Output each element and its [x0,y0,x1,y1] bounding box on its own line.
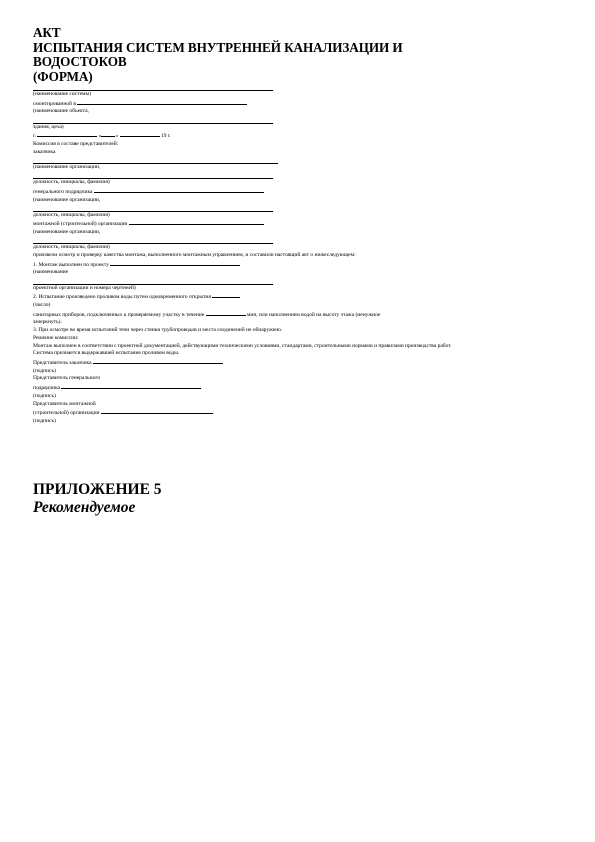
rep-general-2: подрядчика [33,385,61,392]
org-name-hint-3: (наименование организации, [33,229,101,236]
installer-org-underline [129,219,264,225]
act-title [33,26,563,84]
inspection-text: произвели осмотр и проверку качества монтажа, выполненного монтажным управлением, и составили настоящий акт о нижеследующем: [33,252,356,259]
rep-customer-underline [93,358,223,364]
org-name-hint-1: (наименование организации, [33,163,101,170]
system-name-hint: (наименование системы) [33,91,92,97]
rep-customer-label: Представитель заказчика [33,359,92,366]
item2-strike: зачеркнуть). [33,319,62,326]
act-document [33,26,563,426]
general-contractor-label: генерального подрядчика [33,188,93,195]
rep-customer-line [33,358,563,368]
title-line-drains: ВОДОСТОКОВ [33,54,127,69]
position-hint-1: должность, инициалы, фамилия) [33,179,110,186]
commission-intro: Комиссия в составе представителей: [33,141,119,148]
commission-decision: Решение комиссии: [33,334,79,341]
item2-line [33,292,563,302]
item2-label: 2. Испытание произведено проливом воды путем одновременного открытия [33,294,211,301]
item2-cont-a: санитарных приборов, подключенных к проверяемому участку в течение [33,311,205,318]
org-name-hint-2: (наименование организации, [33,196,101,203]
signature-hint-3: (подпись) [33,417,56,424]
rep-installer-underline [101,408,213,414]
rep-general-underline [61,383,201,389]
rep-installer-2: (строительной) организации [33,410,100,417]
object-name-hint: (наименование объекта, [33,108,89,115]
item2-cont-line [33,310,563,320]
act-form-body [33,88,563,426]
fixtures-count-underline [212,292,240,298]
customer-label: заказчика [33,148,56,155]
city-prefix: г. [33,133,36,140]
item1-line [33,260,563,270]
project-underline [110,260,240,266]
general-contractor-underline [94,187,264,193]
rep-installer-1: Представитель монтажной [33,400,96,407]
general-position-underline [33,204,273,212]
building-hint: здания, цеха) [33,123,64,130]
mounted-in-label: смонтированной в [33,100,76,107]
rep-general-1: Представитель генерального [33,375,101,382]
mounted-in-line [33,99,563,109]
day-underline [98,131,115,140]
title-line-form: (ФОРМА) [33,68,93,84]
rep-installer-line [33,408,563,418]
appendix-subtitle: Рекомендуемое [33,499,136,516]
number-hint: (число) [33,302,51,309]
rep-general-line [33,383,563,393]
city-date-line [33,131,563,141]
system-accepted: Система признается выдержавшей испытание проливом воды. [33,350,180,357]
title-line-act: АКТ [33,25,61,40]
signature-hint-1: (подпись) [33,367,56,374]
installer-org-line [33,219,563,229]
general-contractor-line [33,187,563,197]
project-org-underline [33,277,273,285]
customer-position-underline [33,172,273,180]
position-hint-2: должность, инициалы, фамилия) [33,211,110,218]
appendix-heading [33,481,162,517]
item2-cont-b: мин, или наполнением водой на высоту этажа (ненужное [246,311,381,318]
project-hint: (наименование [33,269,69,276]
customer-underline [33,156,278,164]
appendix-title: ПРИЛОЖЕНИЕ 5 [33,481,162,498]
month-underline [120,131,160,137]
city-underline [37,131,97,137]
mounted-in-underline [77,99,247,105]
object-underline [33,116,273,124]
signature-hint-2: (подпись) [33,392,56,399]
project-org-hint: проектной организации и номера чертежей) [33,284,136,291]
date-close-quote: » [115,133,119,140]
decision-text: Монтаж выполнен в соответствии с проектной документацией, действующими техническими условиями, стандартами, строительными нормами и правилами производства работ. [33,342,452,349]
item1-label: 1. Монтаж выполнен по проекту [33,261,109,268]
date-open-quote: « [98,133,102,140]
minutes-underline [206,310,246,316]
item3-text: 3. При осмотре во время испытаний течи через стенки трубопроводов и места соединений не обнаружено. [33,327,283,334]
position-hint-3: должность, инициалы, фамилия) [33,244,110,251]
title-line-testing: ИСПЫТАНИЯ СИСТЕМ ВНУТРЕННЕЙ КАНАЛИЗАЦИИ И [33,39,403,55]
year-suffix: 19 г. [160,133,171,140]
installer-org-label: монтажной (строительной) организации [33,221,128,228]
